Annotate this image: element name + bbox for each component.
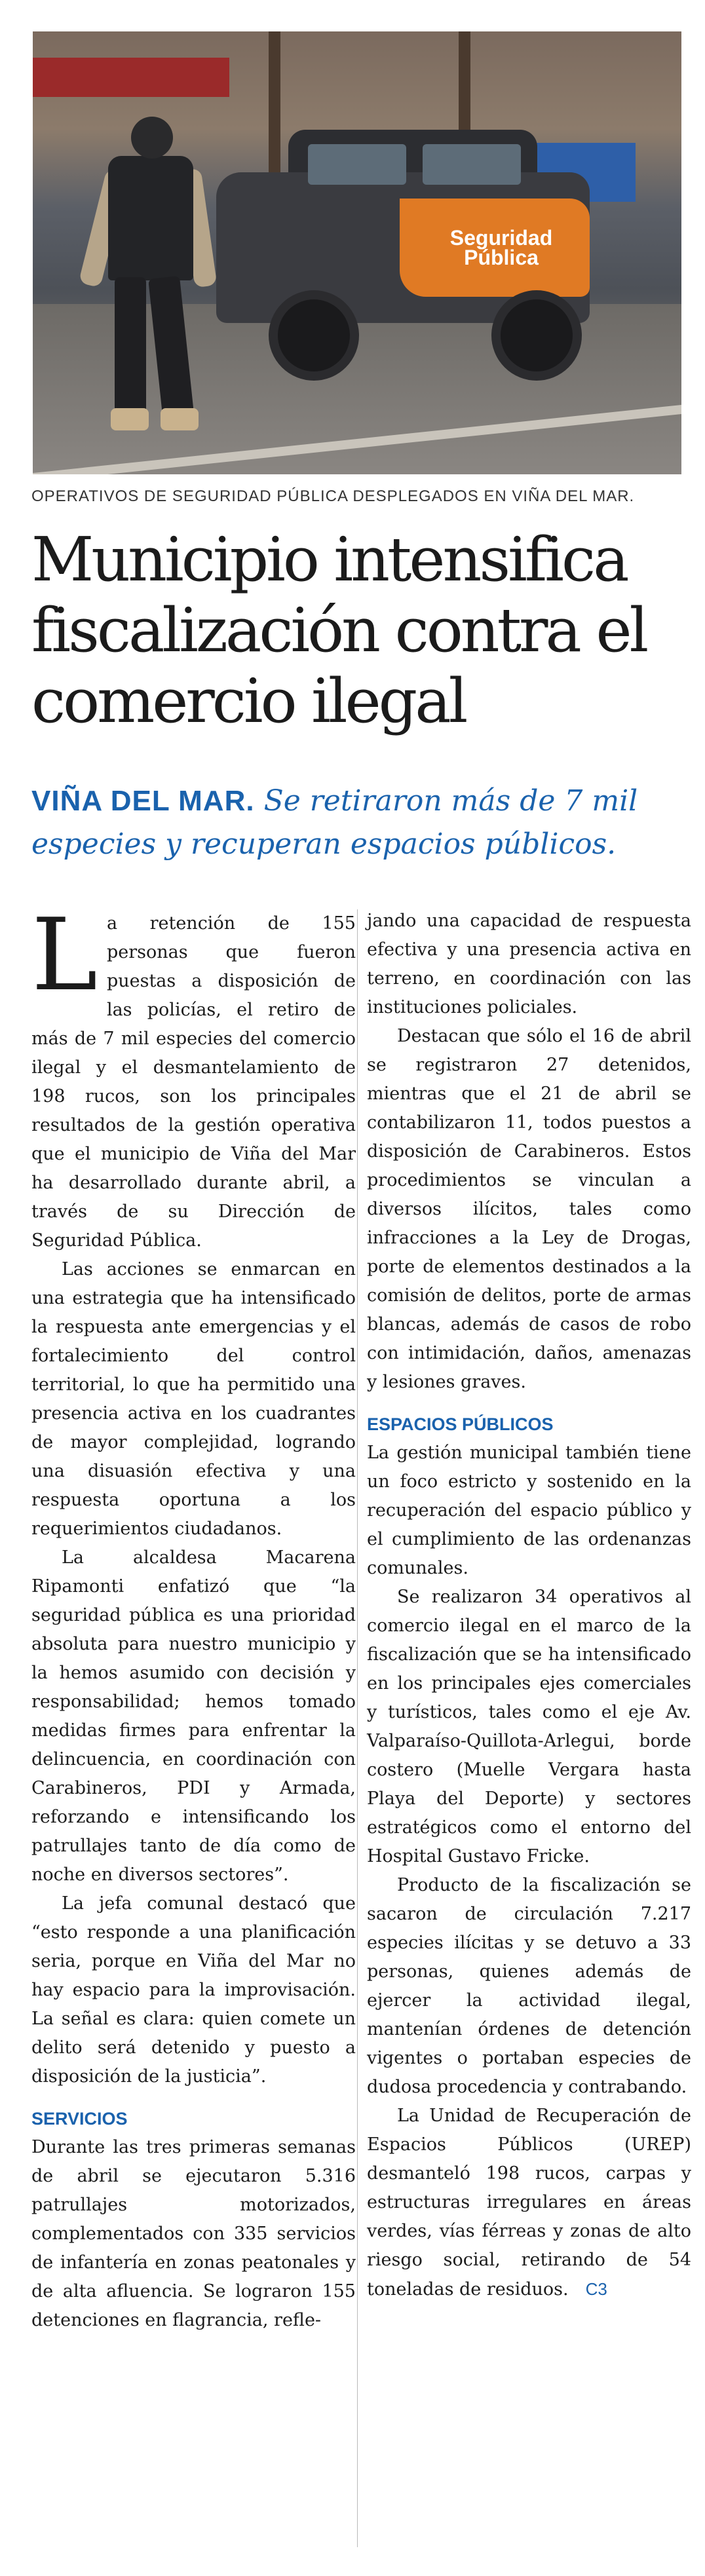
- officer-leg: [115, 277, 146, 415]
- truck-marking: Seguridad Pública: [449, 226, 553, 269]
- lede: [31, 780, 687, 866]
- paragraph: [31, 897, 356, 1255]
- paragraph-text: La Unidad de Recuperación de Espacios Públicos (UREP) desmanteló 198 rucos, carpas y estructuras irregulares en áreas verdes, vías férreas y zonas de alto riesgo social, retirando de 54 toneladas de residuos.: [367, 2106, 691, 2300]
- paragraph: Producto de la fiscalización se sacaron de circulación 7.217 especies ilícitas y se detuvo a 33 personas, quienes además de ejercer la actividad ilegal, mantenían órdenes de detención vigentes o portaban especies de dudosa procedencia y contrabando.: [367, 1875, 691, 2097]
- end-mark: C3: [585, 2279, 607, 2299]
- paragraph: La gestión municipal también tiene un foco estricto y sostenido en la recuperación del espacio público y el cumplimiento de las ordenanzas comunales.: [367, 1443, 691, 1578]
- officer-boot: [161, 408, 199, 430]
- officer-helmet: [131, 117, 173, 159]
- paragraph: Las acciones se enmarcan en una estrategia que ha intensificado la respuesta ante emergencias y el fortalecimiento del control territorial, lo que ha permitido una presencia activa en los cuadrantes de mayor complejidad, logrando una disuasión efectiva y una respuesta oportuna a los requerimientos ciudadanos.: [31, 1259, 356, 1539]
- officer-boot: [111, 408, 149, 430]
- paragraph: Durante las tres primeras semanas de abril se ejecutaron 5.316 patrullajes motorizados, complementados con 335 servicios de infantería en zonas peatonales y de alta afluencia. Se lograron 155 detenciones en flagrancia, refle-: [31, 2137, 356, 2330]
- paragraph: La alcaldesa Macarena Ripamonti enfatizó que “la seguridad pública es una prioridad absoluta para nuestro municipio y la hemos asumido con decisión y responsabilidad; hemos tomado medidas firmes para enfrentar la delincuencia, en coordinación con Carabineros, PDI y Armada, reforzando e intensificando los patrullajes tanto de día como de noche en diversos sectores”.: [31, 1547, 356, 1885]
- truck-wheel: [491, 290, 582, 381]
- storefront-awning: [33, 58, 229, 97]
- lede-place: VIÑA DEL MAR.: [31, 785, 255, 817]
- paragraph: Se realizaron 34 operativos al comercio ilegal en el marco de la fiscalización que se ha intensificado en los principales ejes comerciales y turísticos, tales como el eje Av. Valparaíso-Quillota-Arlegui, borde costero (Muelle Vergara hasta Playa del Deporte) y sectores estratégicos como el entorno del Hospital Gustavo Fricke.: [367, 1587, 691, 1866]
- paragraph: [367, 2102, 691, 2304]
- paragraph: Destacan que sólo el 16 de abril se registraron 27 detenidos, mientras que el 21 de abril se contabilizaron 11, todos puestos a disposición de Carabineros. Estos procedimientos se vinculan a diversos ilícitos, tales como infracciones a la Ley de Drogas, porte de elementos destinados a la comisión de delitos, porte de armas blancas, además de casos de robo con intimidación, daños, amenazas y lesiones graves.: [367, 1026, 691, 1392]
- officer-leg: [148, 276, 194, 416]
- column-divider: [357, 909, 358, 2547]
- paragraph-text: a retención de 155 personas que fueron puestas a disposición de las policías, el retiro de más de 7 mil especies del comercio ilegal y el desmantelamiento de 198 rucos, son los principales resultados de la gestión operativa que el municipio de Viña del Mar ha desarrollado durante abril, a través de su Dirección de Seguridad Pública.: [31, 913, 356, 1251]
- section-heading-servicios: SERVICIOS: [31, 2109, 128, 2129]
- headline: Municipio intensifica fiscalización contra el comercio ilegal: [31, 524, 647, 736]
- truck-window: [423, 144, 521, 185]
- drop-cap: L: [31, 897, 98, 1013]
- article-column-left: [31, 897, 356, 2335]
- truck-window: [308, 144, 406, 185]
- paragraph: La jefa comunal destacó que “esto responde a una planificación seria, porque en Viña del Mar no hay espacio para la improvisación. La señal es clara: quien comete un delito será detenido y puesto a disposición de la justicia”.: [31, 1893, 356, 2087]
- truck-wheel: [269, 290, 359, 381]
- article-column-right: [367, 907, 691, 2304]
- news-photo: [33, 31, 681, 474]
- lede-summary: Se retiraron más de 7 mil especies y recuperan espacios públicos.: [31, 784, 638, 861]
- paragraph-continuation: jando una capacidad de respuesta efectiva y una presencia activa en terreno, en coordinación con las instituciones policiales.: [367, 911, 691, 1017]
- photo-caption: OPERATIVOS DE SEGURIDAD PÚBLICA DESPLEGADOS EN VIÑA DEL MAR.: [31, 487, 635, 505]
- officer-vest: [108, 156, 193, 280]
- security-officer: [95, 117, 206, 444]
- section-heading-espacios-publicos: ESPACIOS PÚBLICOS: [367, 1414, 554, 1434]
